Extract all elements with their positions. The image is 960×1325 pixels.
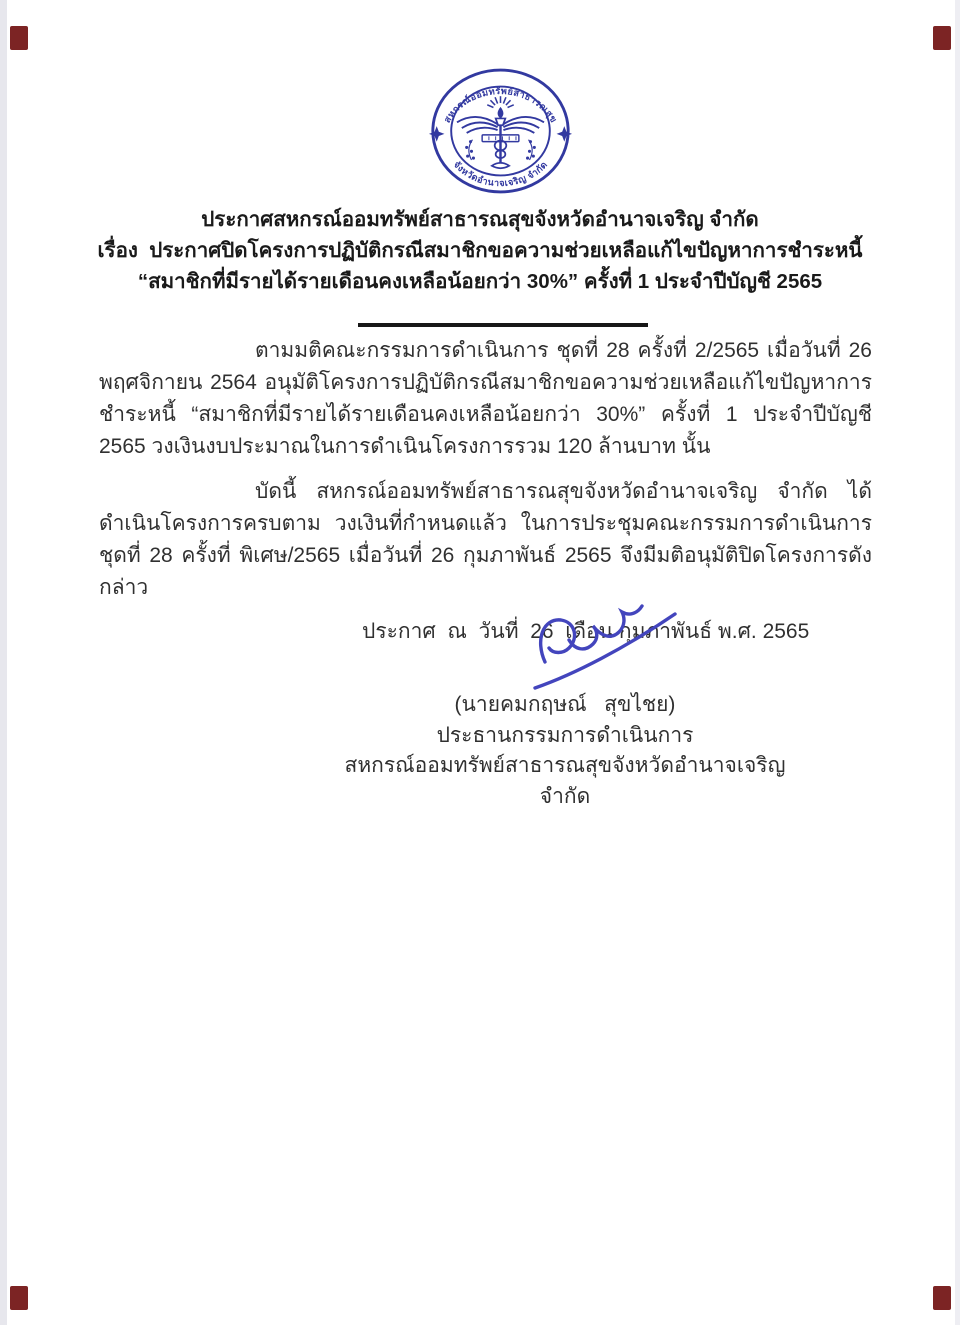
signer-position: ประธานกรรมการดำเนินการ (436, 723, 694, 747)
corner-mark-top-left (10, 26, 28, 50)
signature-ink-icon (505, 600, 690, 695)
seal-ring-text-bottom: จังหวัดอำนาจเจริญ จำกัด (451, 159, 550, 189)
page-edge-right (955, 0, 960, 1325)
corner-mark-bottom-right (933, 1286, 951, 1310)
seal-star-left-icon (429, 126, 444, 141)
header-subject-line: เรื่อง ประกาศปิดโครงการปฏิบัติกรณีสมาชิกขอความช่วยเหลือแก้ไขปัญหาการชำระหนี้ (97, 239, 863, 262)
announcement-body (99, 335, 872, 648)
seal-base-icon (492, 163, 509, 168)
corner-mark-bottom-left (10, 1286, 28, 1310)
signer-organization: สหกรณ์ออมทรัพย์สาธารณสุขจังหวัดอำนาจเจริญ จำกัด (344, 754, 792, 808)
announcement-date-line: ประกาศ ณ วันที่ 26 เดือน กุมภาพันธ์ พ.ศ. 2565 (362, 620, 810, 643)
header-project-line: “สมาชิกที่มีรายได้รายเดือนคงเหลือน้อยกว่า 30%” ครั้งที่ 1 ประจำปีบัญชี 2565 (137, 270, 823, 293)
cooperative-seal-icon (428, 66, 573, 196)
seal-flame-icon (498, 107, 504, 119)
corner-mark-top-right (933, 26, 951, 50)
seal-sprig-left-icon (465, 140, 475, 160)
seal-banner-marks (489, 136, 516, 140)
announcement-header (0, 204, 960, 297)
page-edge-left (0, 0, 7, 1325)
seal-ring-text-top: สหกรณ์ออมทรัพย์สาธารณสุข (441, 85, 560, 125)
seal-star-right-icon (557, 126, 572, 141)
seal-sprig-right-icon (526, 140, 536, 160)
seal-rays-icon (487, 96, 513, 107)
signature-block (330, 690, 800, 812)
header-divider-rule (358, 323, 648, 327)
body-paragraph-1: ตามมติคณะกรรมการดำเนินการ ชุดที่ 28 ครั้งที่ 2/2565 เมื่อวันที่ 26 พฤศจิกายน 2564 อนุมัติโครงการปฏิบัติกรณีสมาชิกขอความช่วยเหลือแก้ไขปัญหาการชำระหนี้ “สมาชิกที่มีรายได้รายเดือนคงเหลือน้อยกว่า 30%” ครั้งที่ 1 ประจำปีบัญชี 2565 วงเงินงบประมาณในการดำเนินโครงการรวม 120 ล้านบาท นั้น (99, 339, 872, 458)
signer-name: (นายคมกฤษณ์ สุขไชย) (454, 693, 676, 716)
body-paragraph-2: บัดนี้ สหกรณ์ออมทรัพย์สาธารณสุขจังหวัดอำนาจเจริญ จำกัด ได้ดำเนินโครงการครบตาม วงเงินที่กำหนดแล้ว ในการประชุมคณะกรรมการดำเนินการ ชุดที่ 28 ครั้งที่ พิเศษ/2565 เมื่อวันที่ 26 กุมภาพันธ์ 2565 จึงมีมติอนุมัติปิดโครงการดังกล่าว (99, 480, 872, 599)
header-org-line: ประกาศสหกรณ์ออมทรัพย์สาธารณสุขจังหวัดอำนาจเจริญ จำกัด (201, 208, 759, 231)
